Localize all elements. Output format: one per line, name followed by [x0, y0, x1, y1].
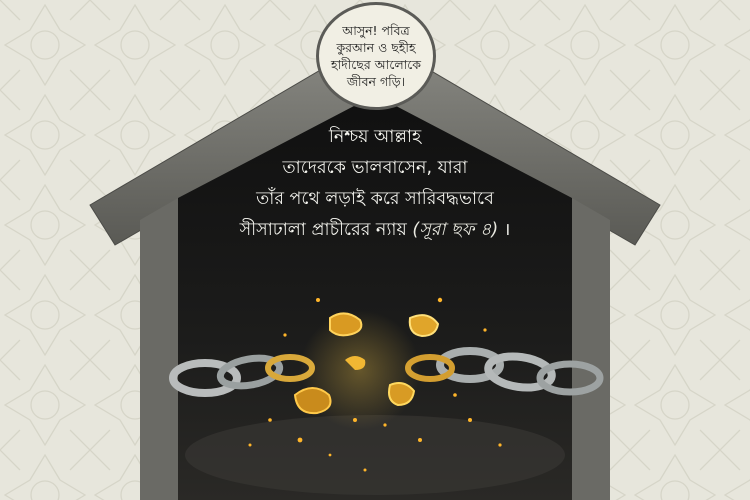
badge-line: হাদীছের আলোকে: [330, 57, 422, 72]
broken-link-piece: [295, 388, 331, 413]
badge-line: কুরআন ও ছহীহ: [336, 40, 416, 55]
badge-line: আসুন! পবিত্র: [342, 23, 410, 38]
quote-line-1: নিশ্চয় আল্লাহ: [328, 127, 422, 147]
badge-line: জীবন গড়ি।: [346, 74, 406, 89]
quote-line-4: [140, 215, 610, 246]
quote-reference: (সূরা ছফ ৪): [412, 220, 499, 240]
broken-link-piece: [389, 383, 414, 405]
broken-link-piece: [410, 315, 438, 336]
quote-text: [140, 122, 610, 246]
badge-text: [326, 22, 426, 90]
quote-end-mark: ।: [503, 220, 511, 240]
badge-circle: [316, 2, 436, 110]
broken-link-piece: [330, 313, 361, 335]
quote-line-4-text: সীসাঢালা প্রাচীরের ন্যায়: [239, 220, 407, 240]
quote-line-2: তাদেরকে ভালবাসেন, যারা: [282, 158, 468, 178]
quote-line-3: তাঁর পথে লড়াই করে সারিবদ্ধভাবে: [256, 189, 494, 209]
